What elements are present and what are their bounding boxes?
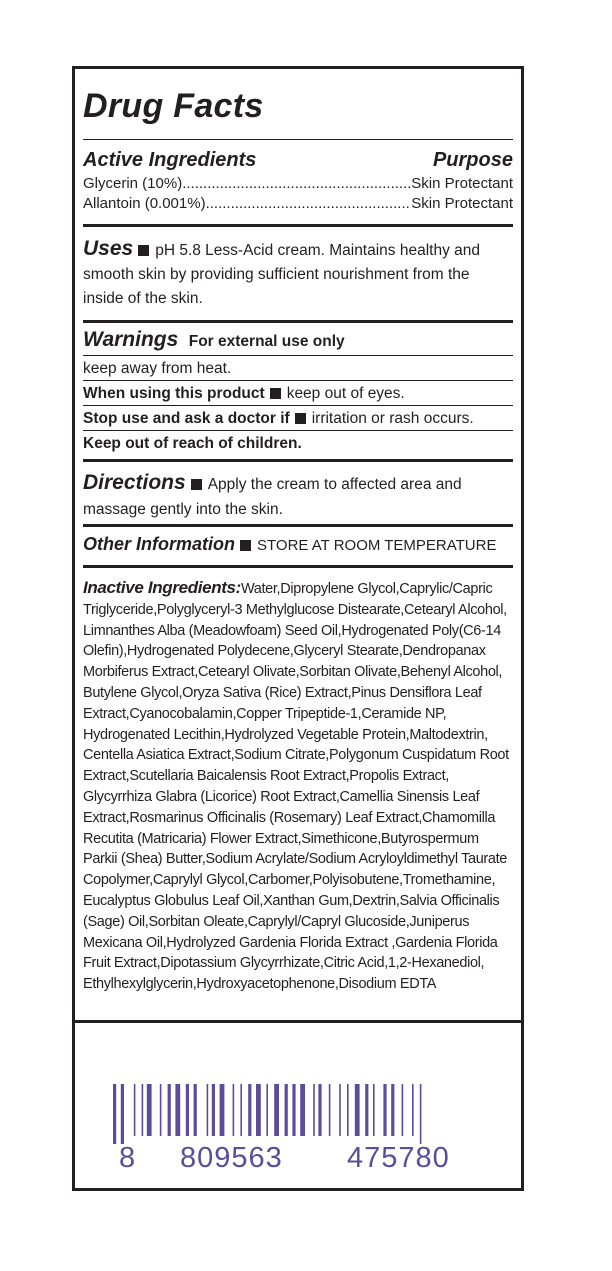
barcode-bar	[233, 1084, 235, 1136]
barcode-bar	[391, 1084, 394, 1136]
directions-heading: Directions	[83, 471, 186, 494]
barcode-digit-first: 8	[119, 1142, 137, 1174]
active-ingredient-row	[83, 194, 513, 214]
barcode-bar	[256, 1084, 261, 1136]
stop-use-text: irritation or rash occurs.	[311, 410, 474, 427]
warnings-heading: Warnings	[83, 328, 179, 351]
barcode-bar	[134, 1084, 136, 1136]
bullet-icon	[138, 245, 149, 256]
bullet-icon	[191, 479, 202, 490]
when-using-text: keep out of eyes.	[286, 385, 405, 402]
divider	[83, 320, 513, 323]
active-ingredients-heading: Active Ingredients	[83, 149, 257, 171]
warnings-heading-row	[83, 328, 513, 352]
barcode-bar	[266, 1084, 268, 1136]
barcode	[113, 1084, 483, 1144]
inactive-ingredients-heading: Inactive Ingredients:	[83, 578, 241, 597]
ingredient-name: Allantoin (0.001%)	[83, 195, 206, 212]
warnings-subheading: For external use only	[188, 333, 345, 350]
when-using-row	[83, 383, 513, 404]
barcode-bar	[220, 1084, 225, 1136]
page-title: Drug Facts	[83, 87, 264, 125]
barcode-bar	[355, 1084, 360, 1136]
drug-facts-panel	[72, 66, 524, 1191]
barcode-bar	[248, 1084, 251, 1136]
barcode-bar	[113, 1084, 116, 1144]
barcode-digits-left: 809563	[180, 1142, 283, 1174]
inactive-ingredients-text: Water,Dipropylene Glycol,Caprylic/Capric Triglyceride,Polyglyceryl-3 Methylglucose Distearate,Cetearyl Alcohol, Limnanthes Alba (Meadowfoam) Seed Oil,Hydrogenated Poly(C6-14 Olefin),Hydrogenated Polydecene,Glyceryl Stearate,Dendropanax Morbiferus Extract,Cetearyl Olivate,Sorbitan Olivate,Behenyl Alcohol, Butylene Glycol,Oryza Sativa (Rice) Extract,Pinus Densiflora Leaf Extract,Cyanocobalamin,Copper Tripeptide-1,Ceramide NP, Hydrogenated Lecithin,Hydrolyzed Vegetable Protein,Maltodextrin, Centella Asiatica Extract,Sodium Citrate,Polygonum Cuspidatum Root Extract,Scutellaria Baicalensis Root Extract,Propolis Extract, Glycyrrhiza Glabra (Licorice) Root Extract,Camellia Sinensis Leaf Extract,Rosmarinus Officinalis (Rosemary) Leaf Extract,Chamomilla Recutita (Matricaria) Flower Extract,Simethicone,Butyrospermum Parkii (Shea) Butter,Sodium Acrylate/Sodium Acryloyldimethyl Taurate Copolymer,Caprylyl Glycol,Carbomer,Polyisobutene,Tromethamine, Eucalyptus Globulus Leaf Oil,Xanthan Gum,Dextrin,Salvia Officinalis (Sage) Oil,Sorbitan Oleate,Caprylyl/Capryl Glucoside,Juniperus Mexicana Oil,Hydrolyzed Gardenia Florida Extract ,Gardenia Florida Fruit Extract,Dipotassium Glycyrrhizate,Citric Acid,1,2-Hexanediol, Ethylhexylglycerin,Hydroxyacetophenone,Disodium EDTA	[83, 581, 509, 993]
barcode-bar	[347, 1084, 349, 1136]
bullet-icon	[240, 540, 251, 551]
barcode-bar	[212, 1084, 215, 1136]
directions-section	[83, 470, 513, 522]
uses-section	[83, 237, 513, 311]
barcode-bar	[240, 1084, 242, 1136]
divider	[83, 524, 513, 527]
uses-heading: Uses	[83, 237, 134, 260]
uses-text: pH 5.8 Less-Acid cream. Maintains healthy and smooth skin by providing sufficient nourishment from the inside of the skin.	[83, 242, 481, 307]
divider	[83, 139, 513, 140]
barcode-bar	[142, 1084, 144, 1136]
barcode-bar	[194, 1084, 197, 1136]
barcode-bar	[274, 1084, 279, 1136]
other-information-section	[83, 534, 513, 555]
stop-use-label: Stop use and ask a doctor if	[83, 410, 290, 427]
barcode-bar	[207, 1084, 209, 1136]
other-information-text: STORE AT ROOM TEMPERATURE	[257, 537, 497, 554]
divider	[75, 1020, 521, 1023]
divider	[83, 380, 513, 381]
barcode-bar	[121, 1084, 124, 1144]
barcode-bar	[285, 1084, 288, 1136]
barcode-bar	[147, 1084, 152, 1136]
inactive-ingredients-section	[83, 578, 513, 995]
barcode-bar	[168, 1084, 171, 1136]
divider	[83, 355, 513, 356]
other-information-heading: Other Information	[83, 534, 235, 554]
barcode-bar	[175, 1084, 180, 1136]
barcode-bar	[339, 1084, 341, 1136]
divider	[83, 459, 513, 462]
ingredient-purpose: Skin Protectant	[411, 175, 513, 192]
purpose-heading: Purpose	[432, 149, 513, 171]
ingredient-purpose: Skin Protectant	[411, 195, 513, 212]
divider	[83, 565, 513, 568]
divider	[83, 405, 513, 406]
barcode-digits-right: 475780	[347, 1142, 450, 1174]
active-ingredients-section	[83, 149, 513, 214]
divider	[83, 224, 513, 227]
barcode-bar	[365, 1084, 368, 1136]
barcode-bar	[373, 1084, 375, 1136]
keep-out-of-reach: Keep out of reach of children.	[83, 435, 302, 452]
barcode-bar	[292, 1084, 295, 1136]
barcode-bar	[318, 1084, 321, 1136]
warnings-line: keep away from heat.	[83, 360, 232, 377]
ingredient-name: Glycerin (10%)	[83, 175, 183, 192]
bullet-icon	[295, 413, 306, 424]
directions-text: Apply the cream to affected area and massage gently into the skin.	[83, 476, 462, 518]
divider	[83, 430, 513, 431]
when-using-label: When using this product	[83, 385, 265, 402]
bullet-icon	[270, 388, 281, 399]
barcode-bar	[412, 1084, 414, 1136]
barcode-bar	[383, 1084, 386, 1136]
active-ingredient-row	[83, 174, 513, 194]
barcode-bar	[300, 1084, 305, 1136]
barcode-bar	[329, 1084, 331, 1136]
barcode-bar	[402, 1084, 404, 1136]
barcode-bar	[160, 1084, 162, 1136]
stop-use-row	[83, 408, 513, 429]
barcode-bar	[420, 1084, 422, 1144]
barcode-bar	[186, 1084, 189, 1136]
barcode-bar	[313, 1084, 315, 1136]
